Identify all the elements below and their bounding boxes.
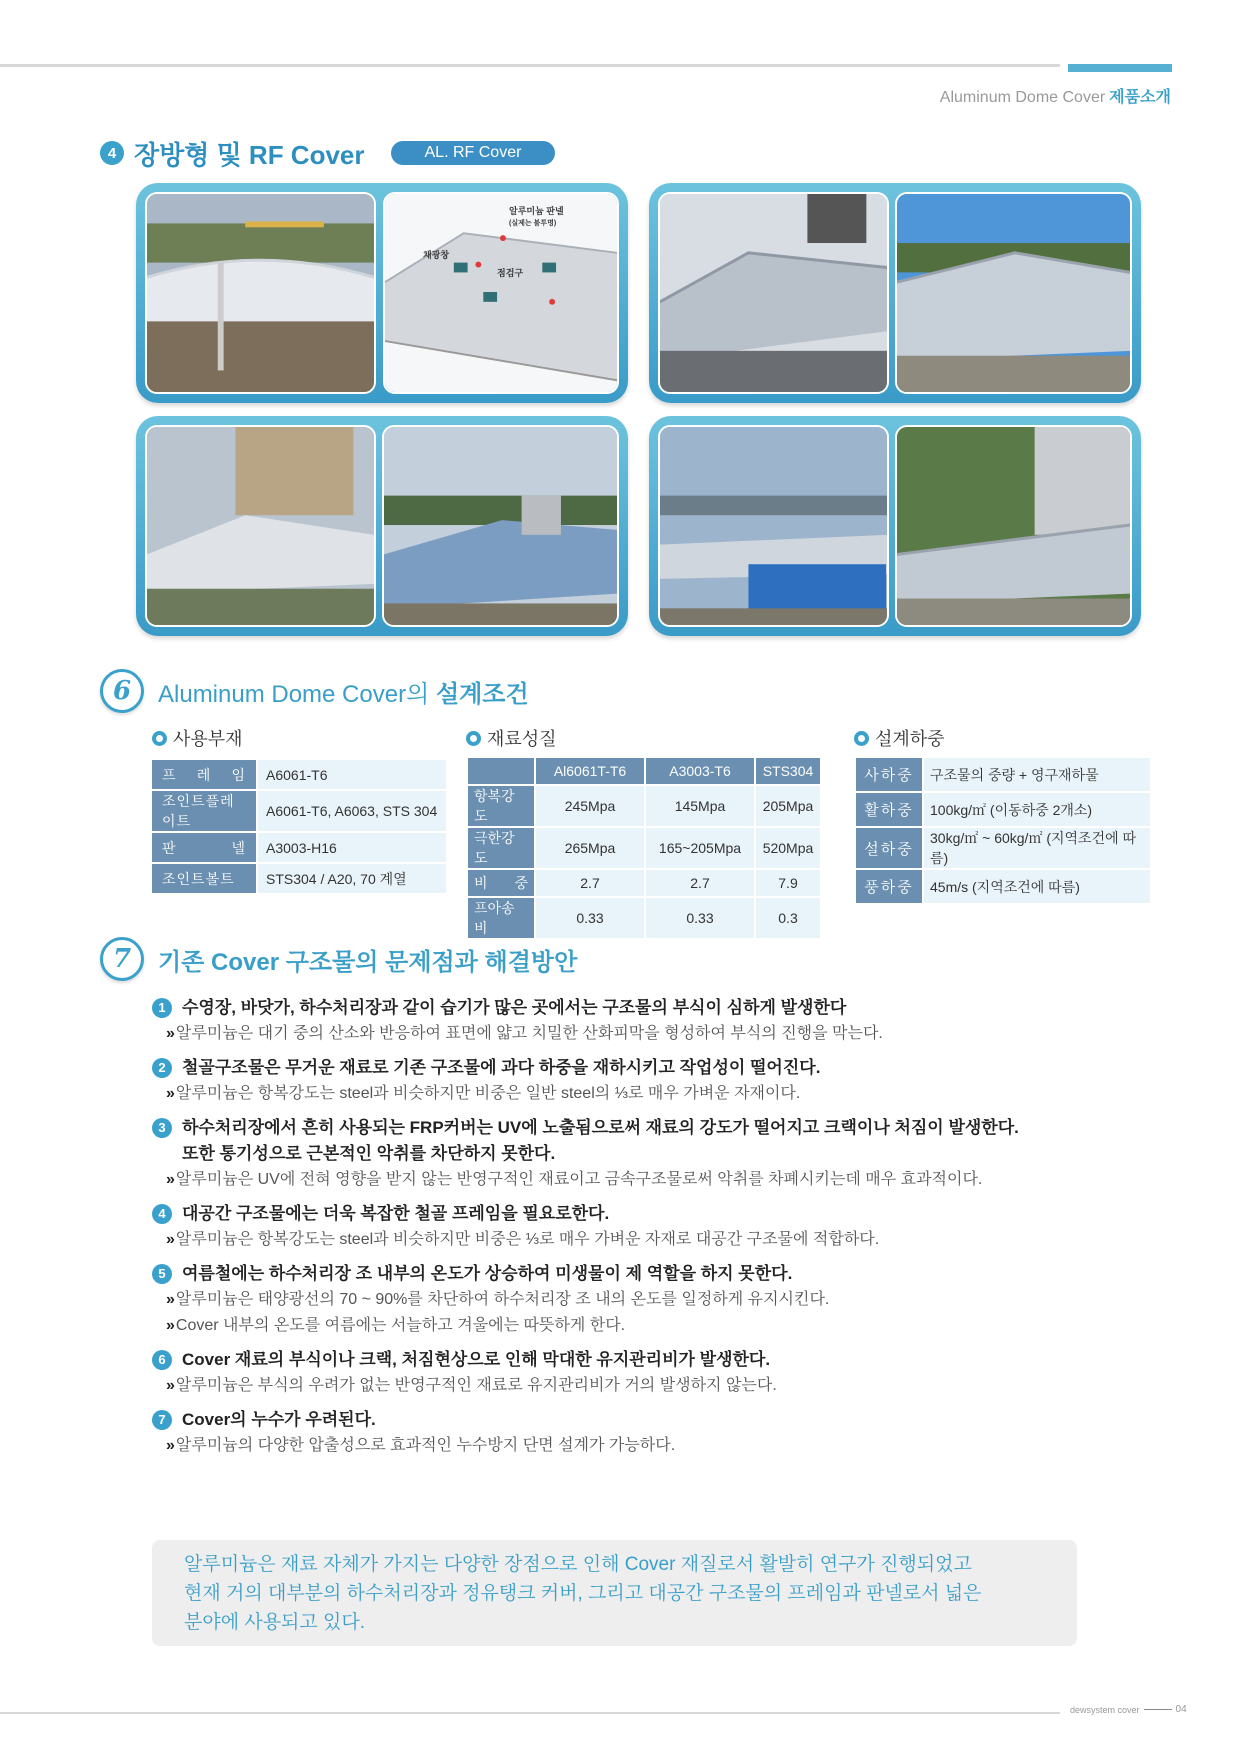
loads-table — [854, 756, 1152, 905]
summary-box: 알루미늄은 재료 자체가 가지는 다양한 장점으로 인해 Cover 재질로서 활발히 연구가 진행되었고 현재 거의 대부분의 하수처리장과 정유탱크 커버, 그리고 대공간 구조물의 프레임과 판넬로서 넓은 분야에 사용되고 있다. — [152, 1540, 1077, 1646]
double-arrow-icon: » — [166, 1025, 172, 1042]
table-row: 판 넬 A3003-H16 — [152, 833, 446, 862]
section4-heading — [100, 136, 555, 170]
top-accent-bar — [1068, 64, 1172, 72]
section7-title: 기존 Cover 구조물의 문제점과 해결방안 — [158, 948, 578, 976]
table-row: 프아송비 0.33 0.33 0.3 — [468, 898, 820, 938]
list-item: 1 수영장, 바닷가, 하수처리장과 같이 습기가 많은 곳에서는 구조물의 부식이 심하게 발생한다 » 알루미늄은 대기 중의 산소와 반응하여 표면에 얇고 치밀한 산화피막을 형성하여 부식의 진행을 막는다. — [152, 995, 1112, 1047]
table-row: 조인트볼트 STS304 / A20, 70 계열 — [152, 864, 446, 893]
photo-gallery-4 — [649, 416, 1141, 636]
problem-list — [152, 995, 1112, 1467]
double-arrow-icon: » — [166, 1291, 172, 1308]
table-row: 극한강도 265Mpa 165~205Mpa 520Mpa — [468, 828, 820, 868]
photo-wide-cover — [382, 425, 619, 627]
section6-number: 6 — [100, 669, 144, 713]
table-row: 항복강도 245Mpa 145Mpa 205Mpa — [468, 786, 820, 826]
section7-number: 7 — [100, 937, 144, 981]
bullet-ring-icon — [466, 731, 481, 746]
members-table — [150, 758, 448, 895]
list-item: 2 철골구조물은 무거운 재료로 기존 구조물에 과다 하중을 재하시키고 작업성이 떨어진다. » 알루미늄은 항복강도는 steel과 비슷하지만 비중은 일반 steel의 ⅓로 매우 가벼운 자재이다. — [152, 1055, 1112, 1107]
double-arrow-icon: » — [166, 1437, 172, 1454]
double-arrow-icon: » — [166, 1231, 172, 1248]
list-item: 7 Cover의 누수가 우려된다. » 알루미늄의 다양한 압출성으로 효과적인 누수방지 단면 설계가 가능하다. — [152, 1407, 1112, 1459]
photo-sunny-cover — [895, 192, 1132, 394]
cover-diagram — [383, 192, 619, 394]
section4-title: 장방형 및 RF Cover — [134, 139, 365, 170]
top-rule — [0, 64, 1060, 67]
photo-rooftop-cover — [658, 192, 889, 394]
section4-tag: AL. RF Cover — [391, 141, 556, 165]
section4-number: 4 — [100, 141, 124, 165]
diagram-label-inspection: 점검구 — [497, 268, 524, 278]
photo-plant-overview — [658, 425, 889, 627]
table-header-row: Al6061T-T6 A3003-T6 STS304 — [468, 758, 820, 784]
list-item: 5 여름철에는 하수처리장 조 내부의 온도가 상승하여 미생물이 제 역할을 하지 못한다. » 알루미늄은 태양광선의 70 ~ 90%를 차단하여 하수처리장 조 내의 온도를 일정하게 유지시킨다. » Cover 내부의 온도를 여름에는 서늘하고 겨울에는 따뜻하게 한다. — [152, 1261, 1112, 1339]
section6-heading — [100, 669, 529, 713]
section7-heading — [100, 937, 577, 981]
bullet-ring-icon — [152, 731, 167, 746]
table-row: 조인트플레이트 A6061-T6, A6063, STS 304 — [152, 791, 446, 831]
members-heading: 사용부재 — [152, 725, 243, 751]
photo-gallery-1 — [136, 183, 628, 403]
table-row: 사하중 구조물의 중량 + 영구재하물 — [856, 758, 1150, 791]
double-arrow-icon: » — [166, 1171, 172, 1188]
photo-gallery-2 — [649, 183, 1141, 403]
double-arrow-icon: » — [166, 1377, 172, 1394]
list-item: 6 Cover 재료의 부식이나 크랙, 처짐현상으로 인해 막대한 유지관리비가 발생한다. » 알루미늄은 부식의 우려가 없는 반영구적인 재료로 유지관리비가 거의 발생하지 않는다. — [152, 1347, 1112, 1399]
page-footer: dewsystem cover 04 — [1070, 1704, 1187, 1715]
materials-heading: 재료성질 — [466, 725, 557, 751]
photo-gallery-3 — [136, 416, 628, 636]
materials-table — [466, 756, 822, 940]
footer-rule — [0, 1712, 1060, 1714]
diagram-label-panel: 알루미늄 판넬 (실제는 불투명) — [509, 206, 564, 227]
table-row: 비 중 2.7 2.7 7.9 — [468, 870, 820, 896]
double-arrow-icon: » — [166, 1085, 172, 1102]
double-arrow-icon: » — [166, 1317, 172, 1334]
photo-building-cover — [145, 425, 376, 627]
page-header: Aluminum Dome Cover 제품소개 — [939, 89, 1171, 106]
photo-tank-cover — [895, 425, 1132, 627]
list-item: 4 대공간 구조물에는 더욱 복잡한 철골 프레임을 필요로한다. » 알루미늄은 항복강도는 steel과 비슷하지만 비중은 ⅓로 매우 가벼운 자재로 대공간 구조물에 적합하다. — [152, 1201, 1112, 1253]
page-number: 04 — [1175, 1704, 1187, 1715]
list-item: 3 하수처리장에서 흔히 사용되는 FRP커버는 UV에 노출됨으로써 재료의 강도가 떨어지고 크랙이나 처짐이 발생한다. 또한 통기성으로 근본적인 악취를 차단하지 못한다. » 알루미늄은 UV에 전혀 영향을 받지 않는 반영구적인 재료이고 금속구조물로써 악취를 차폐시키는데 매우 효과적이다. — [152, 1115, 1112, 1193]
table-row: 풍하중 45m/s (지역조건에 따름) — [856, 870, 1150, 903]
diagram-label-skylight: 채광창 — [423, 250, 450, 260]
table-row: 프 레 임 A6061-T6 — [152, 760, 446, 789]
table-row: 활하중 100kg/㎡ (이동하중 2개소) — [856, 793, 1150, 826]
photo-outdoor-cover — [145, 192, 376, 394]
section6-title: Aluminum Dome Cover의 설계조건 — [158, 680, 529, 708]
table-row: 설하중 30kg/㎡ ~ 60kg/㎡ (지역조건에 따름) — [856, 828, 1150, 868]
loads-heading: 설계하중 — [854, 725, 945, 751]
bullet-ring-icon — [854, 731, 869, 746]
